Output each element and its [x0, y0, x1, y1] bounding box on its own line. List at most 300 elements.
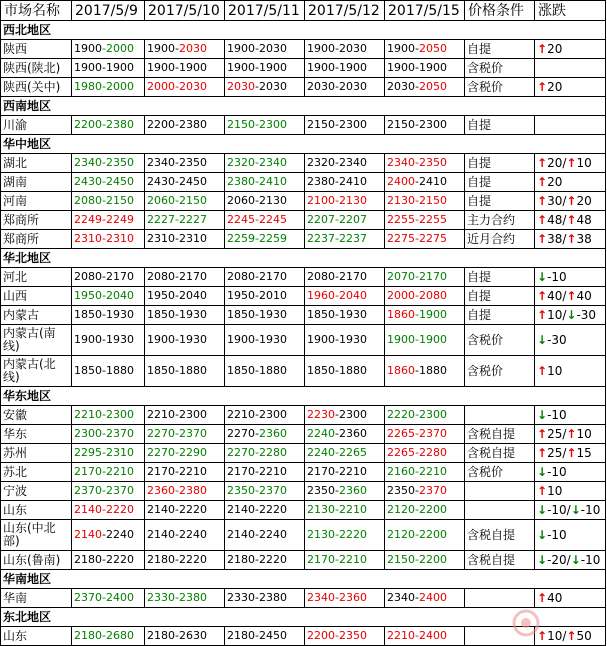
price-cell [145, 425, 225, 444]
arrow-up-icon: ↑ [537, 194, 548, 208]
arrow-up-icon: ↑ [537, 156, 548, 170]
arrow-down-icon: ↓ [537, 408, 548, 422]
price-segment: 1850-1880 [227, 364, 287, 377]
price-cell [305, 268, 385, 287]
header-date-1: 2017/5/9 [72, 1, 145, 21]
price-segment: 2210-2400 [387, 629, 447, 642]
section-row [1, 135, 606, 154]
change-value: 38 [547, 232, 563, 246]
table-row [1, 306, 606, 325]
price-cell [305, 78, 385, 97]
price-segment: 1900-1900 [74, 61, 134, 74]
table-row [1, 551, 606, 570]
price-segment: 1860 [387, 364, 415, 377]
condition-cell: 含税自提 [465, 520, 535, 551]
section-label: 东北地区 [1, 608, 606, 627]
price-segment: 1980-2000 [74, 80, 134, 93]
price-cell [145, 192, 225, 211]
header-change: 涨跌 [535, 1, 606, 21]
price-cell [145, 482, 225, 501]
header-market: 市场名称 [1, 1, 72, 21]
price-segment: 2060-2150 [147, 194, 207, 207]
change-value: -10 [580, 553, 601, 567]
price-cell [305, 325, 385, 356]
price-segment: 2207-2207 [307, 213, 367, 226]
section-row [1, 249, 606, 268]
price-cell [225, 520, 305, 551]
change-value: 38 [576, 232, 592, 246]
price-cell [305, 192, 385, 211]
price-segment: 2200-2350 [307, 629, 367, 642]
price-cell [72, 325, 145, 356]
condition-cell: 自提 [465, 116, 535, 135]
price-segment: 1900-2030 [227, 42, 287, 55]
table-row [1, 116, 606, 135]
condition-cell: 自提 [465, 192, 535, 211]
market-name-cell: 川渝 [1, 116, 72, 135]
condition-cell: 自提 [465, 40, 535, 59]
market-name-cell: 山东(鲁南) [1, 551, 72, 570]
price-segment: 2430-2450 [74, 175, 134, 188]
table-row [1, 589, 606, 608]
change-separator: / [562, 427, 567, 441]
price-cell [72, 444, 145, 463]
price-cell [72, 78, 145, 97]
price-cell [145, 356, 225, 387]
change-value: -10 [547, 503, 567, 517]
price-segment: 2265-2370 [387, 427, 447, 440]
price-cell [72, 463, 145, 482]
price-cell [145, 173, 225, 192]
price-segment: 2340-2350 [74, 156, 134, 169]
change-value: 20 [576, 194, 592, 208]
table-row [1, 78, 606, 97]
header-date-2: 2017/5/10 [145, 1, 225, 21]
price-cell [385, 520, 465, 551]
price-segment: 2180-2220 [147, 553, 207, 566]
price-segment: 2130-2150 [387, 194, 447, 207]
price-cell [145, 463, 225, 482]
change-separator: / [562, 156, 567, 170]
price-segment: 2080-2170 [147, 270, 207, 283]
change-value: 40 [576, 289, 592, 303]
change-cell [535, 173, 606, 192]
price-cell [72, 154, 145, 173]
price-segment: 2370 [418, 484, 447, 497]
price-cell [225, 306, 305, 325]
change-value: 20 [547, 80, 563, 94]
price-cell [385, 482, 465, 501]
arrow-up-icon: ↑ [566, 213, 577, 227]
price-segment: 2140 [74, 528, 102, 541]
price-cell [225, 154, 305, 173]
price-cell [305, 173, 385, 192]
arrow-up-icon: ↑ [566, 194, 577, 208]
price-segment: -2410 [415, 175, 447, 188]
change-separator: / [566, 503, 571, 517]
change-value: 20 [547, 175, 563, 189]
condition-cell: 近月合约 [465, 230, 535, 249]
price-cell [225, 406, 305, 425]
price-segment: 2249-2249 [74, 213, 134, 226]
price-segment: 2300-2370 [74, 427, 134, 440]
price-segment: 1950-2040 [74, 289, 134, 302]
price-cell [145, 40, 225, 59]
price-segment: 2237-2237 [307, 232, 367, 245]
change-cell [535, 463, 606, 482]
condition-cell: 含税价 [465, 325, 535, 356]
price-segment: 2080-2170 [227, 270, 287, 283]
price-cell [385, 589, 465, 608]
price-segment: 2240-2265 [307, 446, 367, 459]
price-cell [72, 482, 145, 501]
price-segment: 2050 [418, 80, 447, 93]
table-row [1, 287, 606, 306]
change-value: 10 [576, 427, 592, 441]
price-segment: 2265-2280 [387, 446, 447, 459]
change-value: 25 [547, 427, 563, 441]
condition-cell [465, 589, 535, 608]
change-separator: / [562, 232, 567, 246]
change-value: 10 [576, 156, 592, 170]
change-value: 15 [576, 446, 592, 460]
price-segment: 2140-2240 [227, 528, 287, 541]
change-cell [535, 627, 606, 646]
price-cell [225, 211, 305, 230]
change-cell [535, 406, 606, 425]
market-name-cell: 郑商所 [1, 230, 72, 249]
price-cell [225, 444, 305, 463]
market-name-cell: 内蒙古 [1, 306, 72, 325]
condition-cell: 含税自提 [465, 444, 535, 463]
price-segment: 2340-2360 [307, 591, 367, 604]
price-cell [385, 501, 465, 520]
change-value: -30 [547, 333, 567, 347]
market-name-cell: 湖北 [1, 154, 72, 173]
price-segment: 1900-1900 [227, 61, 287, 74]
price-segment: 2400 [387, 175, 415, 188]
table-row [1, 325, 606, 356]
price-segment: 2140-2220 [74, 503, 134, 516]
price-cell [225, 287, 305, 306]
price-cell [385, 78, 465, 97]
price-segment: 1950-2040 [147, 289, 207, 302]
section-label: 华中地区 [1, 135, 606, 154]
condition-cell [465, 627, 535, 646]
table-row [1, 59, 606, 78]
price-segment: 2170-2210 [147, 465, 207, 478]
price-cell [225, 482, 305, 501]
price-cell [385, 425, 465, 444]
price-cell [305, 116, 385, 135]
price-cell [145, 444, 225, 463]
change-cell [535, 520, 606, 551]
market-name-cell: 陕西 [1, 40, 72, 59]
arrow-up-icon: ↑ [537, 213, 548, 227]
price-segment: 1900- [387, 42, 419, 55]
arrow-down-icon: ↓ [537, 333, 548, 347]
price-segment: 1900-1900 [147, 61, 207, 74]
price-cell [385, 406, 465, 425]
table-row [1, 40, 606, 59]
price-segment: 2310-2310 [147, 232, 207, 245]
arrow-up-icon: ↑ [537, 80, 548, 94]
price-cell [305, 551, 385, 570]
price-segment: 2270-2370 [147, 427, 207, 440]
price-cell [305, 230, 385, 249]
price-segment: 2180-2630 [147, 629, 207, 642]
table-row [1, 192, 606, 211]
arrow-up-icon: ↑ [566, 156, 577, 170]
price-cell [72, 173, 145, 192]
price-segment: 2120-2200 [387, 503, 447, 516]
change-cell [535, 211, 606, 230]
change-value: -30 [576, 308, 597, 322]
price-segment: 2200-2380 [74, 118, 134, 131]
price-segment: 1900-1900 [387, 333, 447, 346]
price-cell [145, 306, 225, 325]
price-cell [305, 501, 385, 520]
price-segment: 2150-2300 [387, 118, 447, 131]
change-value: 10 [547, 364, 563, 378]
price-segment: -2000 [102, 42, 134, 55]
price-segment: 1900-2030 [307, 42, 367, 55]
price-segment: 1850-1880 [307, 364, 367, 377]
price-cell [145, 520, 225, 551]
change-separator: / [566, 553, 571, 567]
price-segment: 2030 [178, 42, 207, 55]
change-cell [535, 40, 606, 59]
section-row [1, 570, 606, 589]
price-cell [305, 406, 385, 425]
table-row [1, 211, 606, 230]
price-cell [225, 192, 305, 211]
change-value: 48 [547, 213, 563, 227]
price-cell [385, 627, 465, 646]
price-segment: 2360 [258, 427, 287, 440]
price-segment: 2310-2310 [74, 232, 134, 245]
arrow-up-icon: ↑ [537, 308, 548, 322]
market-name-cell: 内蒙古(南线) [1, 325, 72, 356]
price-cell [305, 589, 385, 608]
price-cell [305, 59, 385, 78]
price-segment: -2030 [255, 80, 287, 93]
price-segment: 1950-2010 [227, 289, 287, 302]
change-value: 50 [576, 629, 592, 643]
price-segment: 2180-2450 [227, 629, 287, 642]
arrow-up-icon: ↑ [566, 446, 577, 460]
price-segment: 2170-2210 [227, 465, 287, 478]
change-value: 10 [547, 484, 563, 498]
change-separator: / [562, 446, 567, 460]
price-segment: 2080-2150 [74, 194, 134, 207]
condition-cell: 含税价 [465, 356, 535, 387]
price-segment: 2295-2310 [74, 446, 134, 459]
price-cell [72, 268, 145, 287]
price-cell [385, 40, 465, 59]
market-name-cell: 湖南 [1, 173, 72, 192]
section-label: 华北地区 [1, 249, 606, 268]
market-name-cell: 内蒙古(北线) [1, 356, 72, 387]
table-row [1, 482, 606, 501]
price-segment: 2100-2130 [307, 194, 367, 207]
change-cell [535, 501, 606, 520]
price-segment: 1900-1930 [74, 333, 134, 346]
condition-cell [465, 406, 535, 425]
price-segment: 2050 [418, 42, 447, 55]
price-segment: 2370-2370 [74, 484, 134, 497]
price-cell [225, 551, 305, 570]
market-name-cell: 陕西(陕北) [1, 59, 72, 78]
table-row [1, 463, 606, 482]
price-segment: 1850-1880 [147, 364, 207, 377]
change-cell [535, 444, 606, 463]
price-cell [385, 306, 465, 325]
price-cell [305, 463, 385, 482]
price-segment: 2270-2280 [227, 446, 287, 459]
change-cell [535, 325, 606, 356]
price-cell [385, 325, 465, 356]
price-cell [225, 425, 305, 444]
price-cell [225, 59, 305, 78]
price-cell [385, 356, 465, 387]
price-segment: 2350- [307, 484, 339, 497]
price-segment: 2230 [307, 408, 335, 421]
price-segment: 1850-1930 [147, 308, 207, 321]
arrow-up-icon: ↑ [537, 427, 548, 441]
price-cell [145, 78, 225, 97]
price-cell [225, 356, 305, 387]
price-segment: 2180-2220 [227, 553, 287, 566]
table-row [1, 425, 606, 444]
change-cell [535, 116, 606, 135]
price-cell [225, 325, 305, 356]
price-cell [385, 154, 465, 173]
price-segment: 2370-2400 [74, 591, 134, 604]
price-cell [72, 211, 145, 230]
arrow-up-icon: ↑ [537, 232, 548, 246]
price-cell [72, 520, 145, 551]
change-separator: / [562, 289, 567, 303]
market-name-cell: 宁波 [1, 482, 72, 501]
price-cell [305, 356, 385, 387]
price-segment: 2340-2350 [147, 156, 207, 169]
change-value: -10 [580, 503, 601, 517]
price-cell [385, 116, 465, 135]
price-segment: 2200-2380 [147, 118, 207, 131]
change-value: -10 [547, 465, 567, 479]
table-row [1, 444, 606, 463]
price-segment: 1900-1930 [227, 333, 287, 346]
price-segment: 2170-2210 [307, 465, 367, 478]
condition-cell: 自提 [465, 173, 535, 192]
header-date-4: 2017/5/12 [305, 1, 385, 21]
price-cell [225, 463, 305, 482]
table-row [1, 501, 606, 520]
price-segment: 2080-2170 [74, 270, 134, 283]
arrow-up-icon: ↑ [537, 446, 548, 460]
condition-cell: 自提 [465, 154, 535, 173]
arrow-down-icon: ↓ [537, 465, 548, 479]
price-cell [72, 627, 145, 646]
price-segment: 2360 [338, 484, 367, 497]
change-cell [535, 425, 606, 444]
header-condition: 价格条件 [465, 1, 535, 21]
change-value: 10 [547, 629, 563, 643]
table-row [1, 230, 606, 249]
condition-cell: 主力合约 [465, 211, 535, 230]
price-cell [305, 482, 385, 501]
market-name-cell: 郑商所 [1, 211, 72, 230]
change-value: -10 [547, 528, 567, 542]
header-date-5: 2017/5/15 [385, 1, 465, 21]
price-cell [385, 59, 465, 78]
price-cell [145, 287, 225, 306]
price-segment: -1880 [415, 364, 447, 377]
price-segment: 2400 [418, 591, 447, 604]
condition-cell: 含税价 [465, 59, 535, 78]
price-segment: 2180-2220 [74, 553, 134, 566]
price-segment: 2180-2680 [74, 629, 134, 642]
price-cell [145, 59, 225, 78]
table-row [1, 627, 606, 646]
change-cell [535, 59, 606, 78]
price-table-body [1, 1, 606, 646]
arrow-up-icon: ↑ [566, 629, 577, 643]
price-cell [225, 116, 305, 135]
table-row [1, 268, 606, 287]
change-separator: / [562, 629, 567, 643]
price-cell [72, 306, 145, 325]
price-cell [385, 211, 465, 230]
change-value: 25 [547, 446, 563, 460]
price-segment: 2210-2300 [74, 408, 134, 421]
price-cell [145, 211, 225, 230]
price-segment: 2210-2300 [147, 408, 207, 421]
price-segment: 2255-2255 [387, 213, 447, 226]
price-cell [385, 463, 465, 482]
price-cell [145, 551, 225, 570]
price-segment: 2120-2200 [387, 528, 447, 541]
market-name-cell: 山东(中北部) [1, 520, 72, 551]
price-cell [145, 406, 225, 425]
price-cell [72, 40, 145, 59]
table-row [1, 406, 606, 425]
price-cell [145, 501, 225, 520]
price-segment: 2330-2380 [227, 591, 287, 604]
price-cell [72, 356, 145, 387]
arrow-up-icon: ↑ [537, 42, 548, 56]
price-segment: 2275-2275 [387, 232, 447, 245]
price-segment: 2030- [387, 80, 419, 93]
arrow-down-icon: ↓ [537, 553, 548, 567]
price-segment: 2210-2300 [227, 408, 287, 421]
price-cell [225, 40, 305, 59]
price-cell [225, 230, 305, 249]
price-cell [72, 551, 145, 570]
section-label: 华东地区 [1, 387, 606, 406]
price-segment: 2000-2080 [387, 289, 447, 302]
section-label: 西南地区 [1, 97, 606, 116]
price-segment: 2150-2300 [227, 118, 287, 131]
price-segment: 2150-2300 [307, 118, 367, 131]
price-segment: 2130-2220 [307, 528, 367, 541]
price-segment: 1900-1900 [387, 61, 447, 74]
price-segment: 2430-2450 [147, 175, 207, 188]
price-segment: 2259-2259 [227, 232, 287, 245]
price-cell [72, 406, 145, 425]
price-segment: 1900-1900 [307, 61, 367, 74]
